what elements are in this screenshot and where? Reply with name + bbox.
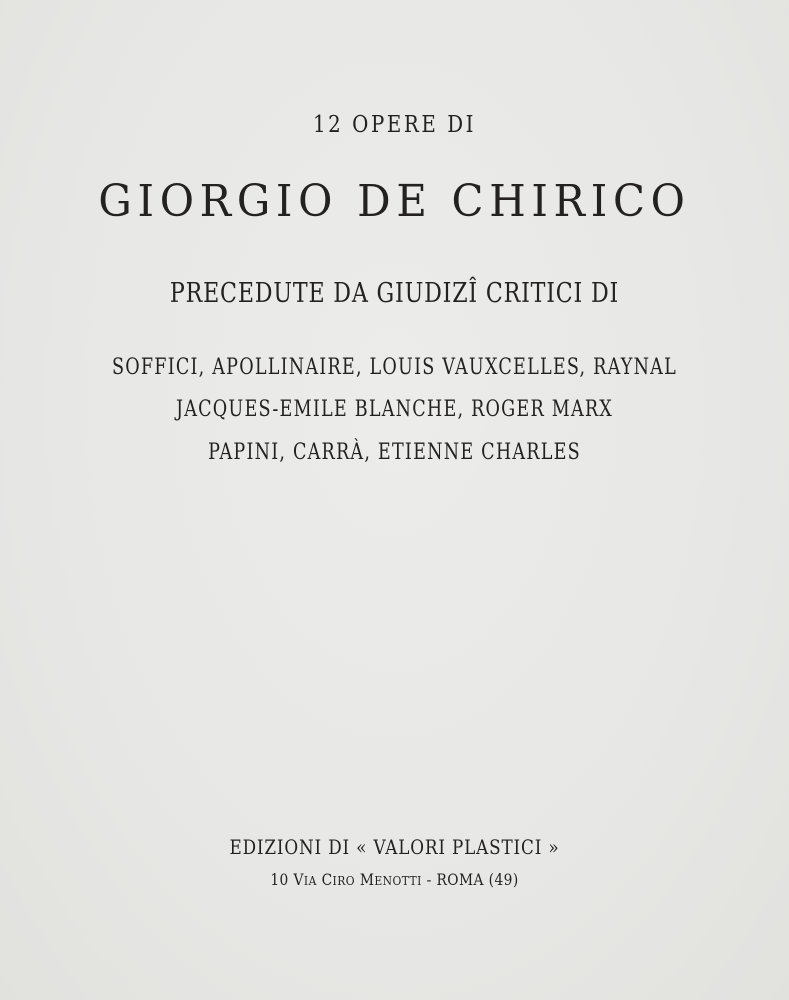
subtitle: PRECEDUTE DA GIUDIZÎ CRITICI DI — [169, 278, 620, 309]
address-via-smallcaps: IA — [303, 873, 317, 888]
address-city: - ROMA (49) — [426, 870, 519, 889]
book-title: GIORGIO DE CHIRICO — [98, 176, 691, 227]
intro-line: 12 OPERE DI — [312, 112, 477, 138]
critics-line-3: PAPINI, CARRÀ, ETIENNE CHARLES — [208, 440, 581, 465]
critics-line-1: SOFFICI, APOLLINAIRE, LOUIS VAUXCELLES, RAYNAL — [112, 355, 677, 380]
address-number: 10 V — [270, 870, 304, 889]
address-menotti-initial: M — [359, 870, 375, 889]
address-ciro-initial: C — [321, 870, 333, 889]
publisher-address — [55, 870, 734, 889]
critics-line-2: JACQUES-EMILE BLANCHE, ROGER MARX — [175, 397, 614, 422]
publisher-line: EDIZIONI DI « VALORI PLASTICI » — [229, 835, 560, 859]
address-menotti-smallcaps: ENOTTI — [374, 873, 422, 888]
address-ciro-smallcaps: IRO — [332, 873, 356, 888]
